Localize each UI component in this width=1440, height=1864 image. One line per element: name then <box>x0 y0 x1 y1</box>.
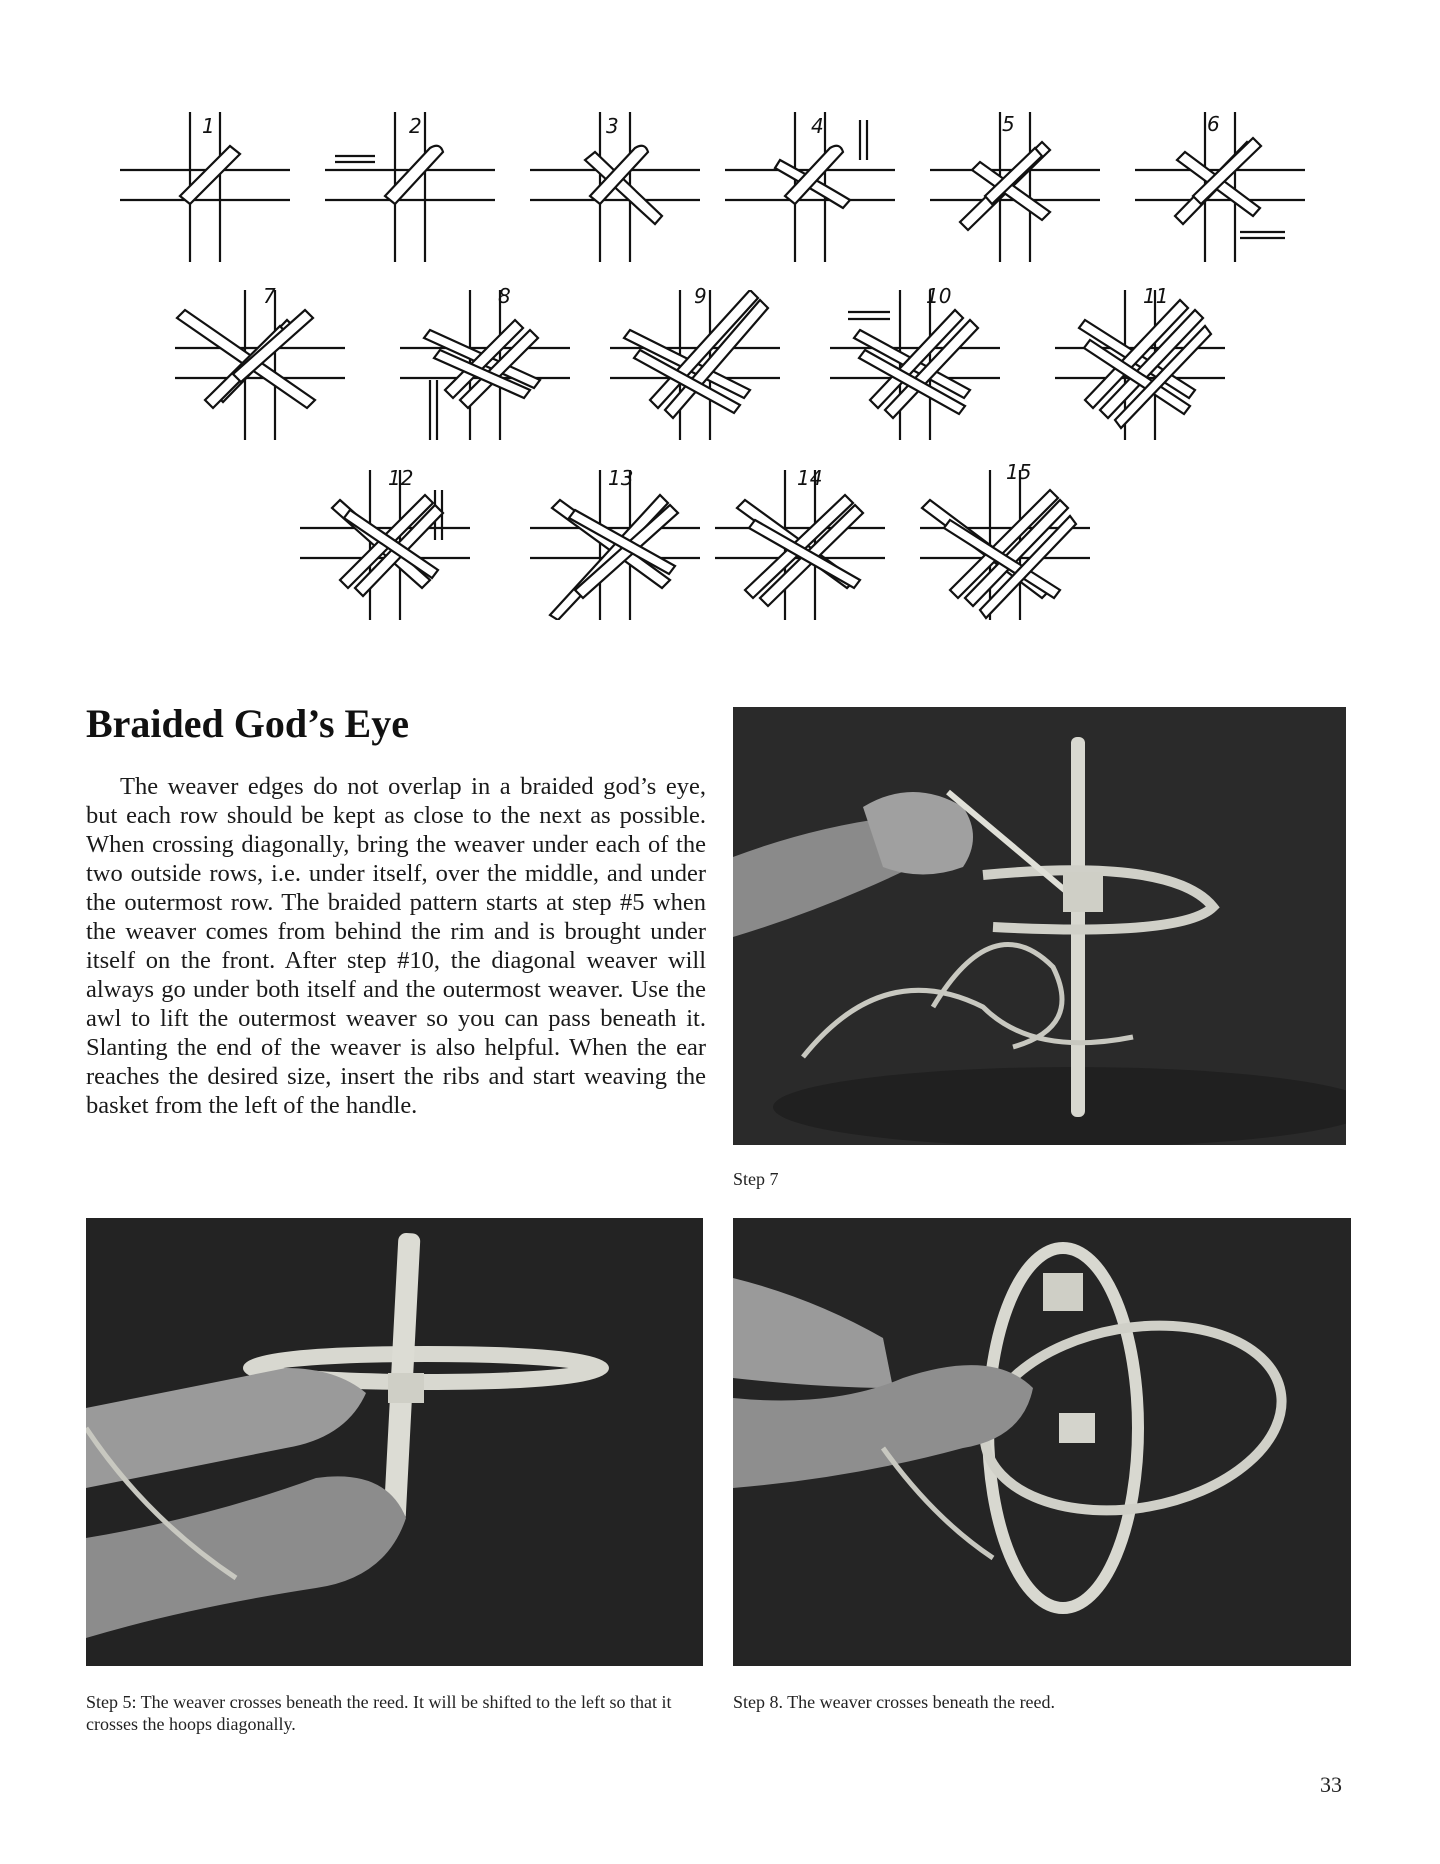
diagram-step-number: 13 <box>608 466 634 490</box>
diagram-step-number: 3 <box>606 114 619 138</box>
diagram-step-4 <box>725 112 895 262</box>
diagram-step-7 <box>175 284 345 440</box>
diagram-step-number: 14 <box>797 466 823 490</box>
diagram-step-number: 10 <box>926 284 952 308</box>
diagram-step-number: 8 <box>498 284 511 308</box>
caption-step-7: Step 7 <box>733 1169 779 1189</box>
diagram-step-10 <box>830 284 1000 440</box>
diagram-step-number: 2 <box>409 114 422 138</box>
body-paragraph: The weaver edges do not overlap in a braided god’s eye, but each row should be kept as close to the next as possible. When crossing diagonally, bring the weaver under each of the two outside rows, i.e. under itself, over the middle, and under the outermost row. The braided pattern starts at step #5 when the weaver comes from behind the rim and is brought under itself on the front. After step #10, the diagonal weaver will always go under both itself and the outermost weaver. Use the awl to lift the outermost weaver so you can pass beneath it. Slanting the end of the weaver is also helpful. When the ear reaches the desired size, insert the ribs and start weaving the basket from the left of the handle. <box>86 773 706 1119</box>
section-title: Braided God’s Eye <box>86 701 409 746</box>
diagram-step-11 <box>1055 284 1225 440</box>
photo-step-8 <box>733 1218 1351 1666</box>
diagram-step-number: 12 <box>388 466 414 490</box>
diagram-step-2 <box>325 112 495 262</box>
diagram-step-number: 9 <box>694 284 707 308</box>
diagram-step-8 <box>400 284 570 440</box>
diagram-step-3 <box>530 112 700 262</box>
diagram-step-number: 1 <box>202 114 215 138</box>
diagram-step-number: 15 <box>1006 460 1032 484</box>
diagram-step-number: 4 <box>811 114 824 138</box>
diagram-step-5 <box>930 112 1100 262</box>
diagram-step-15 <box>920 460 1090 620</box>
diagram-step-1 <box>120 112 290 262</box>
caption-step-5: Step 5: The weaver crosses beneath the reed. It will be shifted to the left so that it crosses the hoops diagonally. <box>86 1692 672 1734</box>
weaving-diagrams <box>0 0 1440 690</box>
diagram-step-9 <box>610 284 780 440</box>
diagram-step-number: 7 <box>263 284 276 308</box>
diagram-step-13 <box>530 466 700 620</box>
diagram-step-number: 5 <box>1002 112 1015 136</box>
caption-step-8: Step 8. The weaver crosses beneath the reed. <box>733 1692 1056 1712</box>
diagram-step-14 <box>715 466 885 620</box>
photo-step-7 <box>733 707 1346 1145</box>
diagram-step-number: 11 <box>1143 284 1169 308</box>
diagram-step-number: 6 <box>1207 112 1220 136</box>
diagram-step-12 <box>300 466 470 620</box>
photo-step-5 <box>86 1218 703 1666</box>
diagram-step-6 <box>1135 112 1305 262</box>
page-number: 33 <box>1320 1772 1342 1797</box>
